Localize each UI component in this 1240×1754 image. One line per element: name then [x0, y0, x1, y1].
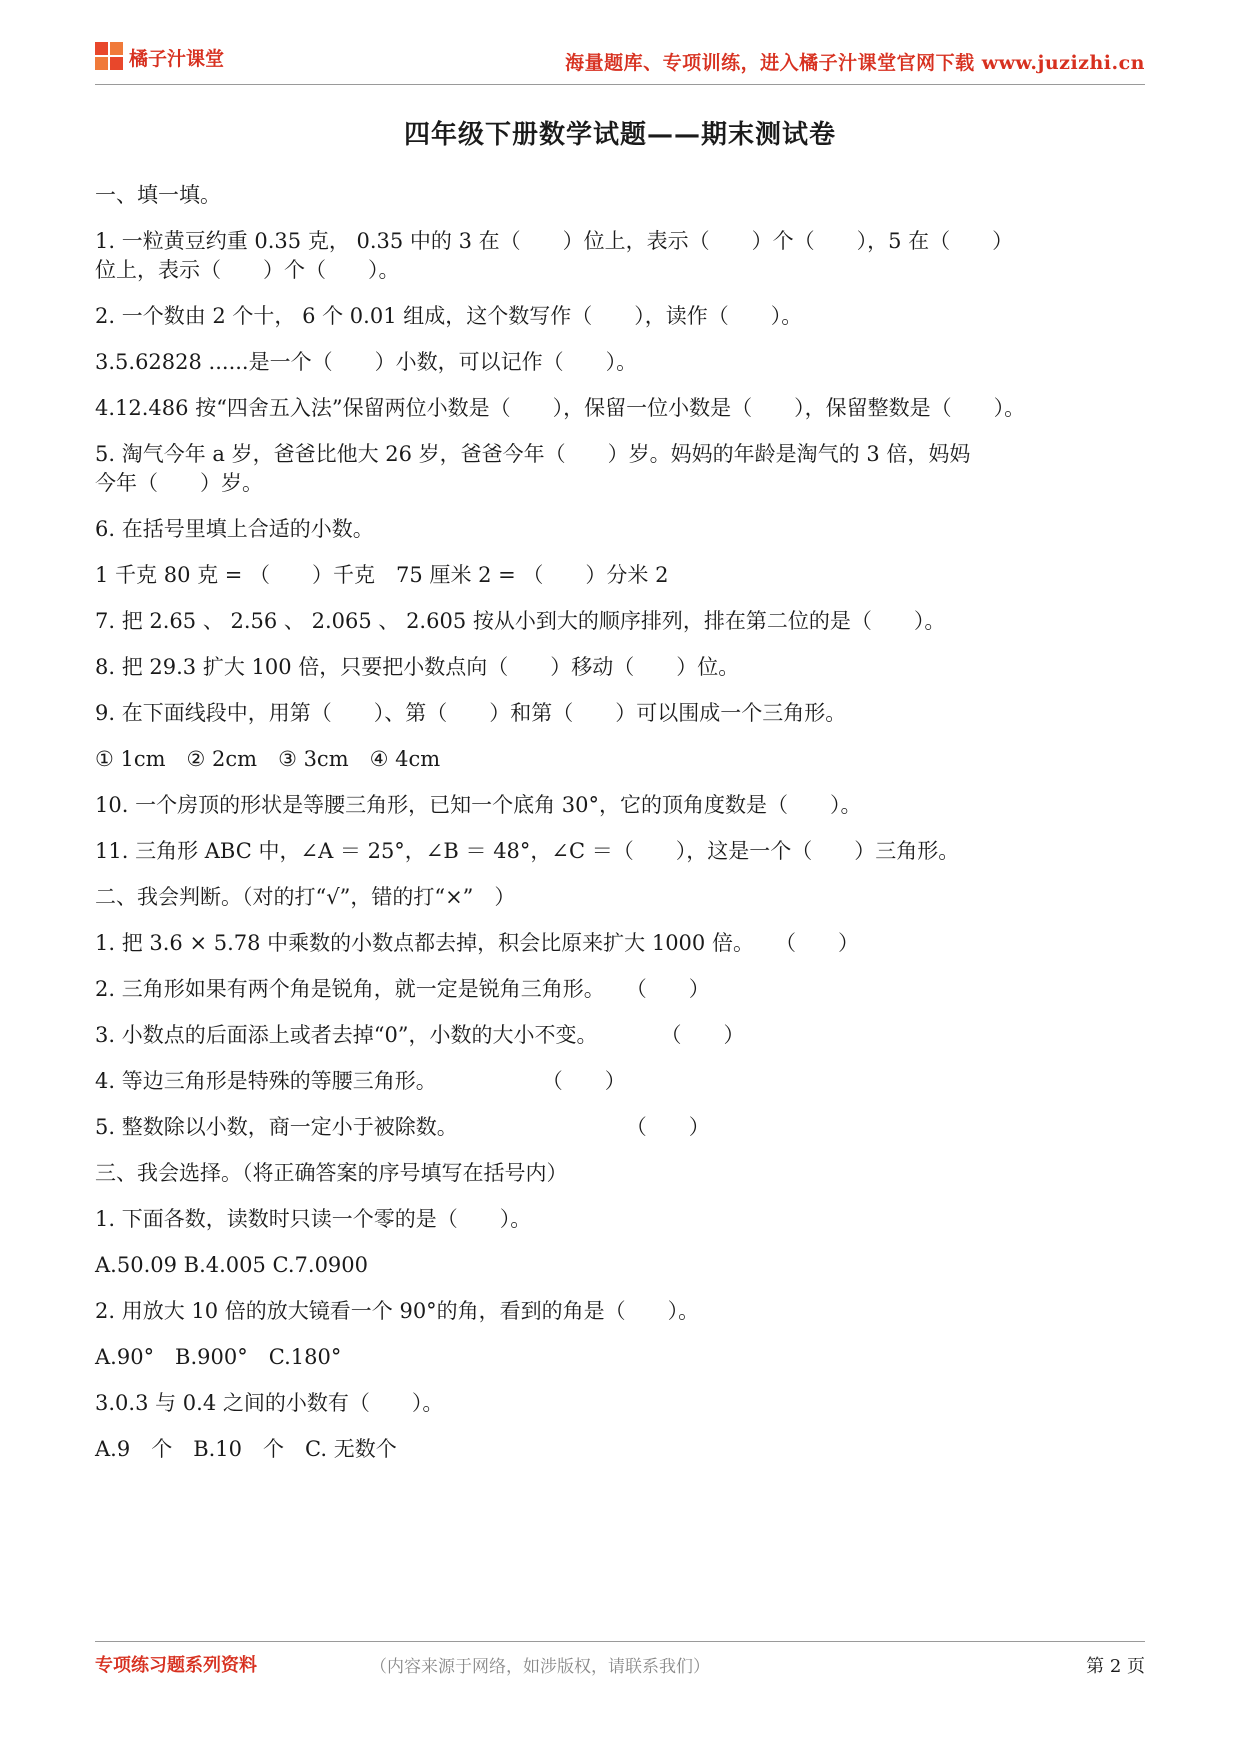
question-line: 2. 用放大 10 倍的放大镜看一个 90°的角，看到的角是（ ）。 [95, 1299, 700, 1323]
section-heading-choose: 三、我会选择。（将正确答案的序号填写在括号内） [95, 1161, 568, 1185]
page-header [95, 42, 1145, 82]
question-line: 9. 在下面线段中，用第（ ）、第（ ）和第（ ）可以围成一个三角形。 [95, 701, 847, 725]
question-line: 10. 一个房顶的形状是等腰三角形，已知一个底角 30°，它的顶角度数是（ ）。 [95, 793, 862, 817]
segment-options: ① 1cm ② 2cm ③ 3cm ④ 4cm [95, 747, 441, 771]
footer-divider [95, 1641, 1145, 1642]
question-line: 5. 整数除以小数，商一定小于被除数。 （ ） [95, 1115, 710, 1139]
question-line: 6. 在括号里填上合适的小数。 [95, 517, 374, 541]
answer-options: A.9 个 B.10 个 C. 无数个 [95, 1437, 397, 1461]
answer-options: A.90° B.900° C.180° [95, 1345, 342, 1369]
question-line: 2. 一个数由 2 个十， 6 个 0.01 组成，这个数写作（ ），读作（ ）。 [95, 304, 803, 328]
question-line: 8. 把 29.3 扩大 100 倍，只要把小数点向（ ）移动（ ）位。 [95, 655, 740, 679]
question-line: 2. 三角形如果有两个角是锐角，就一定是锐角三角形。 （ ） [95, 977, 710, 1001]
question-line: 11. 三角形 ABC 中，∠A ＝ 25°，∠B ＝ 48°，∠C ＝（ ），这是一个（ ）三角形。 [95, 839, 960, 863]
question-line: 4.12.486 按“四舍五入法”保留两位小数是（ ），保留一位小数是（ ），保留整数是（ ）。 [95, 396, 1026, 420]
page-number: 第 2 页 [1086, 1656, 1145, 1677]
question-line: 1. 把 3.6 × 5.78 中乘数的小数点都去掉，积会比原来扩大 1000 倍。 （ ） [95, 931, 859, 955]
footer-series-label: 专项练习题系列资料 [95, 1655, 257, 1676]
question-line: 3.5.62828 ......是一个（ ）小数，可以记作（ ）。 [95, 350, 638, 374]
question-line: 今年（ ）岁。 [95, 471, 263, 495]
question-line: 3.0.3 与 0.4 之间的小数有（ ）。 [95, 1391, 444, 1415]
footer-disclaimer: （内容来源于网络，如涉版权，请联系我们） [370, 1657, 710, 1677]
section-heading-fill: 一、填一填。 [95, 183, 221, 207]
question-line: 1. 一粒黄豆约重 0.35 克， 0.35 中的 3 在（ ）位上，表示（ ）个（ ），5 在（ ） [95, 229, 1014, 253]
answer-options: A.50.09 B.4.005 C.7.0900 [95, 1253, 369, 1277]
question-line: 7. 把 2.65 、 2.56 、 2.065 、 2.605 按从小到大的顺序排列，排在第二位的是（ ）。 [95, 609, 946, 633]
logo-text: 橘子汁课堂 [129, 47, 225, 70]
question-line: 5. 淘气今年 a 岁，爸爸比他大 26 岁，爸爸今年（ ）岁。妈妈的年龄是淘气的 3 倍，妈妈 [95, 442, 971, 466]
question-line: 3. 小数点的后面添上或者去掉“0”，小数的大小不变。 （ ） [95, 1023, 745, 1047]
exam-content [95, 181, 1155, 1464]
question-line: 位上，表示（ ）个（ ）。 [95, 258, 400, 282]
logo-icon [95, 42, 125, 72]
logo [95, 42, 224, 72]
question-line: 1 千克 80 克 = （ ）千克 75 厘米 2 = （ ）分米 2 [95, 563, 669, 587]
question-line: 4. 等边三角形是特殊的等腰三角形。 （ ） [95, 1069, 626, 1093]
header-divider [95, 84, 1145, 85]
header-slogan: 海量题库、专项训练，进入橘子汁课堂官网下载 www.juzizhi.cn [565, 52, 1145, 74]
section-heading-judge: 二、我会判断。（对的打“√”，错的打“×” ） [95, 885, 516, 909]
question-line: 1. 下面各数，读数时只读一个零的是（ ）。 [95, 1207, 532, 1231]
page-title: 四年级下册数学试题——期末测试卷 [403, 120, 836, 150]
